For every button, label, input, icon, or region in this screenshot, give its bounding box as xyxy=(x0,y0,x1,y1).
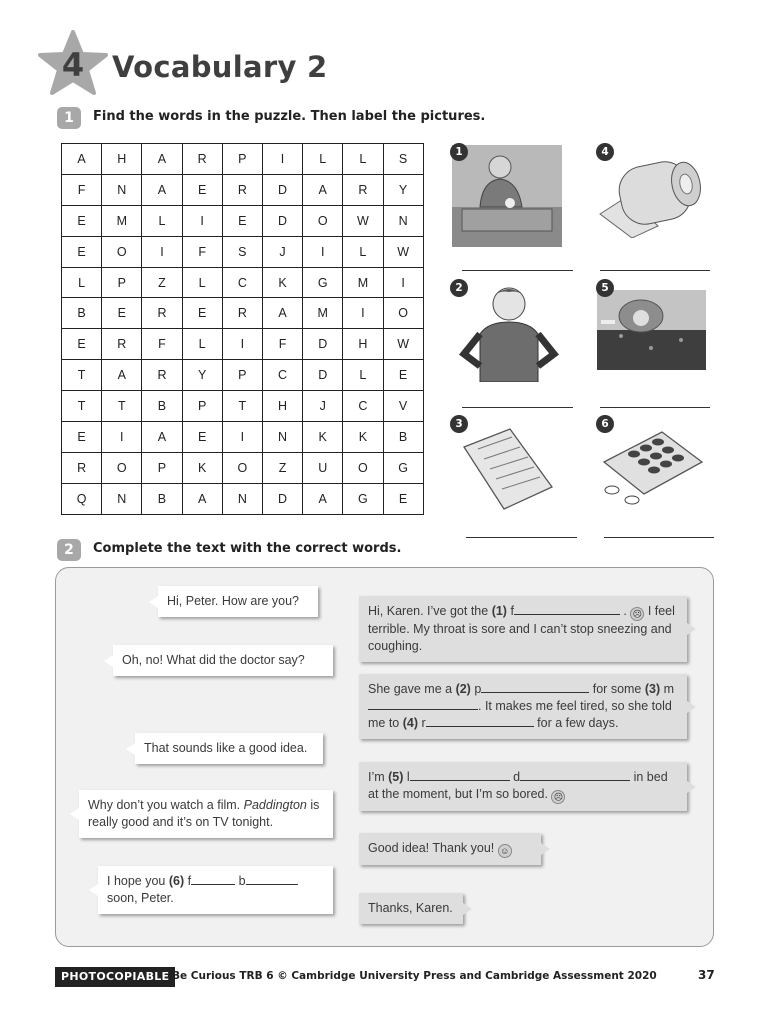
answer-line-6[interactable] xyxy=(604,537,714,538)
grid-cell[interactable]: L xyxy=(343,360,383,391)
grid-cell[interactable]: E xyxy=(62,329,102,360)
grid-cell[interactable]: H xyxy=(343,329,383,360)
grid-cell[interactable]: I xyxy=(303,236,343,267)
bubble-text: Why don’t you watch a film. xyxy=(88,798,244,812)
grid-cell[interactable]: F xyxy=(182,236,222,267)
grid-row xyxy=(62,174,424,205)
grid-cell[interactable]: L xyxy=(62,267,102,298)
grid-cell[interactable]: I xyxy=(343,298,383,329)
grid-cell[interactable]: H xyxy=(262,391,302,422)
grid-cell[interactable]: R xyxy=(222,298,262,329)
boy-hands-on-hips-icon xyxy=(458,282,560,382)
grid-cell[interactable]: P xyxy=(222,144,262,175)
grid-cell[interactable]: A xyxy=(62,144,102,175)
film-title: Paddington xyxy=(243,798,307,812)
grid-cell[interactable]: N xyxy=(383,205,423,236)
grid-cell[interactable]: D xyxy=(262,205,302,236)
bubble-text: That sounds like a good idea. xyxy=(144,741,308,755)
bored-face-icon: ☹ xyxy=(551,790,565,804)
grid-cell[interactable]: O xyxy=(343,452,383,483)
unit-star-icon xyxy=(38,30,108,96)
bubble-text: I’m xyxy=(368,770,389,784)
grid-cell[interactable]: F xyxy=(262,329,302,360)
grid-cell[interactable]: O xyxy=(383,298,423,329)
grid-cell[interactable]: O xyxy=(102,452,142,483)
grid-cell[interactable]: L xyxy=(303,144,343,175)
grid-cell[interactable]: W xyxy=(343,205,383,236)
gap-letter: m xyxy=(660,682,675,696)
grid-cell[interactable]: T xyxy=(62,391,102,422)
bubble-text: . xyxy=(619,604,631,618)
gap-6b-input[interactable] xyxy=(246,873,298,885)
gap-1-input[interactable] xyxy=(514,603,620,615)
picture-1-number: 1 xyxy=(450,143,468,161)
grid-cell[interactable]: L xyxy=(182,329,222,360)
grid-row xyxy=(62,360,424,391)
grid-cell[interactable]: U xyxy=(303,452,343,483)
picture-6 xyxy=(600,428,704,508)
grid-cell[interactable]: J xyxy=(303,391,343,422)
picture-2-number: 2 xyxy=(450,279,468,297)
grid-row xyxy=(62,236,424,267)
grid-cell[interactable]: M xyxy=(343,267,383,298)
grid-cell[interactable]: L xyxy=(343,144,383,175)
answer-line-2[interactable] xyxy=(462,407,573,408)
gap-letter: b xyxy=(235,874,246,888)
bandage-roll-icon xyxy=(598,156,706,238)
picture-6-number: 6 xyxy=(596,415,614,433)
grid-cell[interactable]: N xyxy=(262,422,302,453)
grid-cell[interactable]: H xyxy=(102,144,142,175)
grid-cell[interactable]: R xyxy=(222,174,262,205)
bubble-text: for some xyxy=(589,682,645,696)
grid-cell[interactable]: I xyxy=(222,422,262,453)
grid-cell[interactable]: I xyxy=(262,144,302,175)
doctor-examining-patient-icon xyxy=(452,145,562,247)
answer-line-1[interactable] xyxy=(462,270,573,271)
grid-cell[interactable]: I xyxy=(222,329,262,360)
picture-2 xyxy=(458,282,560,382)
unit-number: 4 xyxy=(61,46,85,84)
girl-lying-in-bed-icon xyxy=(597,290,706,370)
gap-letter: p xyxy=(470,682,482,696)
happy-face-icon: ☺ xyxy=(498,844,512,858)
grid-row xyxy=(62,422,424,453)
grid-cell[interactable]: A xyxy=(142,422,182,453)
photocopiable-badge: PHOTOCOPIABLE xyxy=(55,967,175,987)
grid-cell[interactable]: A xyxy=(142,144,182,175)
grid-cell[interactable]: E xyxy=(383,483,423,514)
bubble-text: is really good and it’s on TV tonight. xyxy=(88,798,320,829)
grid-cell[interactable]: R xyxy=(142,298,182,329)
grid-cell[interactable]: C xyxy=(262,360,302,391)
grid-cell[interactable]: N xyxy=(102,483,142,514)
grid-cell[interactable]: I xyxy=(383,267,423,298)
grid-cell[interactable]: R xyxy=(102,329,142,360)
grid-cell[interactable]: T xyxy=(62,360,102,391)
grid-cell[interactable]: E xyxy=(222,205,262,236)
grid-cell[interactable]: M xyxy=(303,298,343,329)
gap-number-2: (2) xyxy=(455,682,471,696)
picture-4-number: 4 xyxy=(596,143,614,161)
grid-cell[interactable]: L xyxy=(182,267,222,298)
grid-cell[interactable]: A xyxy=(182,483,222,514)
grid-cell[interactable]: O xyxy=(102,236,142,267)
grid-row xyxy=(62,452,424,483)
grid-cell[interactable]: R xyxy=(343,174,383,205)
grid-cell[interactable]: R xyxy=(62,452,102,483)
grid-cell[interactable]: P xyxy=(102,267,142,298)
grid-cell[interactable]: P xyxy=(142,452,182,483)
grid-cell[interactable]: O xyxy=(303,205,343,236)
bubble-text: . It makes me feel tired, so she told me to xyxy=(368,699,672,730)
grid-cell[interactable]: P xyxy=(182,391,222,422)
bubble-text: I hope you xyxy=(107,874,169,888)
gap-letter: l xyxy=(403,770,410,784)
grid-cell[interactable]: I xyxy=(102,422,142,453)
grid-cell[interactable]: Q xyxy=(62,483,102,514)
grid-cell[interactable]: W xyxy=(383,329,423,360)
bubble-karen-2 xyxy=(113,645,333,676)
grid-cell[interactable]: S xyxy=(383,144,423,175)
grid-cell[interactable]: B xyxy=(383,422,423,453)
grid-cell[interactable]: B xyxy=(142,483,182,514)
bubble-karen-3 xyxy=(135,733,323,764)
page-title: Vocabulary 2 xyxy=(112,50,328,84)
gap-number-6: (6) xyxy=(168,874,185,888)
grid-cell[interactable]: A xyxy=(303,174,343,205)
exercise-1-instruction: Find the words in the puzzle. Then label the pictures. xyxy=(93,109,486,124)
pills-blister-pack-icon xyxy=(600,428,704,508)
grid-cell[interactable]: E xyxy=(62,422,102,453)
grid-cell[interactable]: L xyxy=(142,205,182,236)
grid-cell[interactable]: S xyxy=(222,236,262,267)
grid-cell[interactable]: A xyxy=(262,298,302,329)
grid-cell[interactable]: A xyxy=(102,360,142,391)
grid-cell[interactable]: K xyxy=(303,422,343,453)
grid-cell[interactable]: E xyxy=(383,360,423,391)
grid-row xyxy=(62,205,424,236)
bubble-peter-2 xyxy=(359,674,687,739)
bubble-text: Thanks, Karen. xyxy=(368,901,453,915)
gap-number-3: (3) xyxy=(644,682,661,696)
grid-cell[interactable]: R xyxy=(142,360,182,391)
grid-row xyxy=(62,391,424,422)
grid-cell[interactable]: Z xyxy=(262,452,302,483)
answer-line-5[interactable] xyxy=(600,407,710,408)
bubble-karen-5 xyxy=(98,866,333,914)
grid-cell[interactable]: G xyxy=(383,452,423,483)
grid-row xyxy=(62,298,424,329)
grid-cell[interactable]: C xyxy=(222,267,262,298)
grid-row xyxy=(62,267,424,298)
grid-cell[interactable]: D xyxy=(262,483,302,514)
gap-2-input[interactable] xyxy=(481,681,589,693)
gap-number-4: (4) xyxy=(402,716,419,730)
grid-cell[interactable]: B xyxy=(142,391,182,422)
bubble-peter-4 xyxy=(359,833,541,865)
grid-cell[interactable]: O xyxy=(222,452,262,483)
bubble-text: soon, Peter. xyxy=(107,891,174,905)
grid-cell[interactable]: E xyxy=(62,205,102,236)
bubble-text: Oh, no! What did the doctor say? xyxy=(122,653,305,667)
grid-cell[interactable]: V xyxy=(383,391,423,422)
page-number: 37 xyxy=(698,968,715,982)
grid-cell[interactable]: T xyxy=(102,391,142,422)
bubble-peter-1 xyxy=(359,596,687,662)
gap-3-input[interactable] xyxy=(368,698,478,710)
bubble-karen-1 xyxy=(158,586,318,617)
gap-number-1: (1) xyxy=(491,604,507,618)
grid-cell[interactable]: E xyxy=(62,236,102,267)
bubble-text: for a few days. xyxy=(533,716,619,730)
gap-6a-input[interactable] xyxy=(191,873,235,885)
prescription-paper-icon xyxy=(460,425,555,511)
grid-cell[interactable]: E xyxy=(182,174,222,205)
bubble-text: She gave me a xyxy=(368,682,456,696)
bubble-karen-4 xyxy=(79,790,333,838)
exercise-2-number: 2 xyxy=(57,539,81,561)
answer-line-3[interactable] xyxy=(466,537,577,538)
gap-5b-input[interactable] xyxy=(520,769,630,781)
grid-cell[interactable]: C xyxy=(343,391,383,422)
picture-4 xyxy=(598,156,706,238)
gap-letter: r xyxy=(418,716,426,730)
exercise-2-instruction: Complete the text with the correct words. xyxy=(93,541,402,556)
bubble-text: I feel terrible. My throat is sore and I can’t stop sneezing and coughing. xyxy=(368,604,675,653)
grid-cell[interactable]: D xyxy=(303,360,343,391)
grid-cell[interactable]: Y xyxy=(182,360,222,391)
grid-cell[interactable]: A xyxy=(142,174,182,205)
grid-cell[interactable]: F xyxy=(62,174,102,205)
grid-cell[interactable]: Y xyxy=(383,174,423,205)
gap-letter: f xyxy=(506,604,514,618)
grid-cell[interactable]: D xyxy=(262,174,302,205)
gap-letter: d xyxy=(509,770,521,784)
grid-cell[interactable]: G xyxy=(343,483,383,514)
grid-row xyxy=(62,483,424,514)
picture-5 xyxy=(597,290,706,370)
grid-cell[interactable]: N xyxy=(222,483,262,514)
bubble-peter-5 xyxy=(359,893,463,924)
grid-cell[interactable]: A xyxy=(303,483,343,514)
picture-3 xyxy=(460,425,555,511)
grid-cell[interactable]: E xyxy=(102,298,142,329)
grid-cell[interactable]: B xyxy=(62,298,102,329)
bubble-text: in bed at the moment, but I’m so bored. xyxy=(368,770,668,801)
grid-cell[interactable]: K xyxy=(182,452,222,483)
bubble-peter-3 xyxy=(359,762,687,811)
grid-row xyxy=(62,329,424,360)
grid-cell[interactable]: W xyxy=(383,236,423,267)
gap-5a-input[interactable] xyxy=(410,769,510,781)
grid-cell[interactable]: I xyxy=(142,236,182,267)
gap-letter: f xyxy=(184,874,192,888)
picture-5-number: 5 xyxy=(596,279,614,297)
grid-cell[interactable]: K xyxy=(343,422,383,453)
grid-cell[interactable]: I xyxy=(182,205,222,236)
grid-cell[interactable]: Z xyxy=(142,267,182,298)
grid-cell[interactable]: K xyxy=(262,267,302,298)
sick-face-icon: ☹ xyxy=(630,607,644,621)
footer-copyright: Be Curious TRB 6 © Cambridge University Press and Cambridge Assessment 2020 xyxy=(172,970,657,982)
bubble-text: Hi, Karen. I’ve got the xyxy=(368,604,492,618)
grid-cell[interactable]: D xyxy=(303,329,343,360)
grid-row xyxy=(62,144,424,175)
answer-line-4[interactable] xyxy=(600,270,710,271)
word-search-grid xyxy=(61,143,424,515)
grid-cell[interactable]: E xyxy=(182,298,222,329)
grid-cell[interactable]: L xyxy=(343,236,383,267)
exercise-1-number: 1 xyxy=(57,107,81,129)
gap-4-input[interactable] xyxy=(426,715,534,727)
bubble-text: Good idea! Thank you! xyxy=(368,841,498,855)
grid-cell[interactable]: M xyxy=(102,205,142,236)
grid-cell[interactable]: N xyxy=(102,174,142,205)
grid-cell[interactable]: F xyxy=(142,329,182,360)
grid-cell[interactable]: J xyxy=(262,236,302,267)
grid-cell[interactable]: R xyxy=(182,144,222,175)
gap-number-5: (5) xyxy=(388,770,404,784)
grid-cell[interactable]: T xyxy=(222,391,262,422)
grid-cell[interactable]: E xyxy=(182,422,222,453)
picture-3-number: 3 xyxy=(450,415,468,433)
grid-cell[interactable]: G xyxy=(303,267,343,298)
bubble-text: Hi, Peter. How are you? xyxy=(167,594,300,608)
grid-cell[interactable]: P xyxy=(222,360,262,391)
picture-1 xyxy=(452,145,562,247)
